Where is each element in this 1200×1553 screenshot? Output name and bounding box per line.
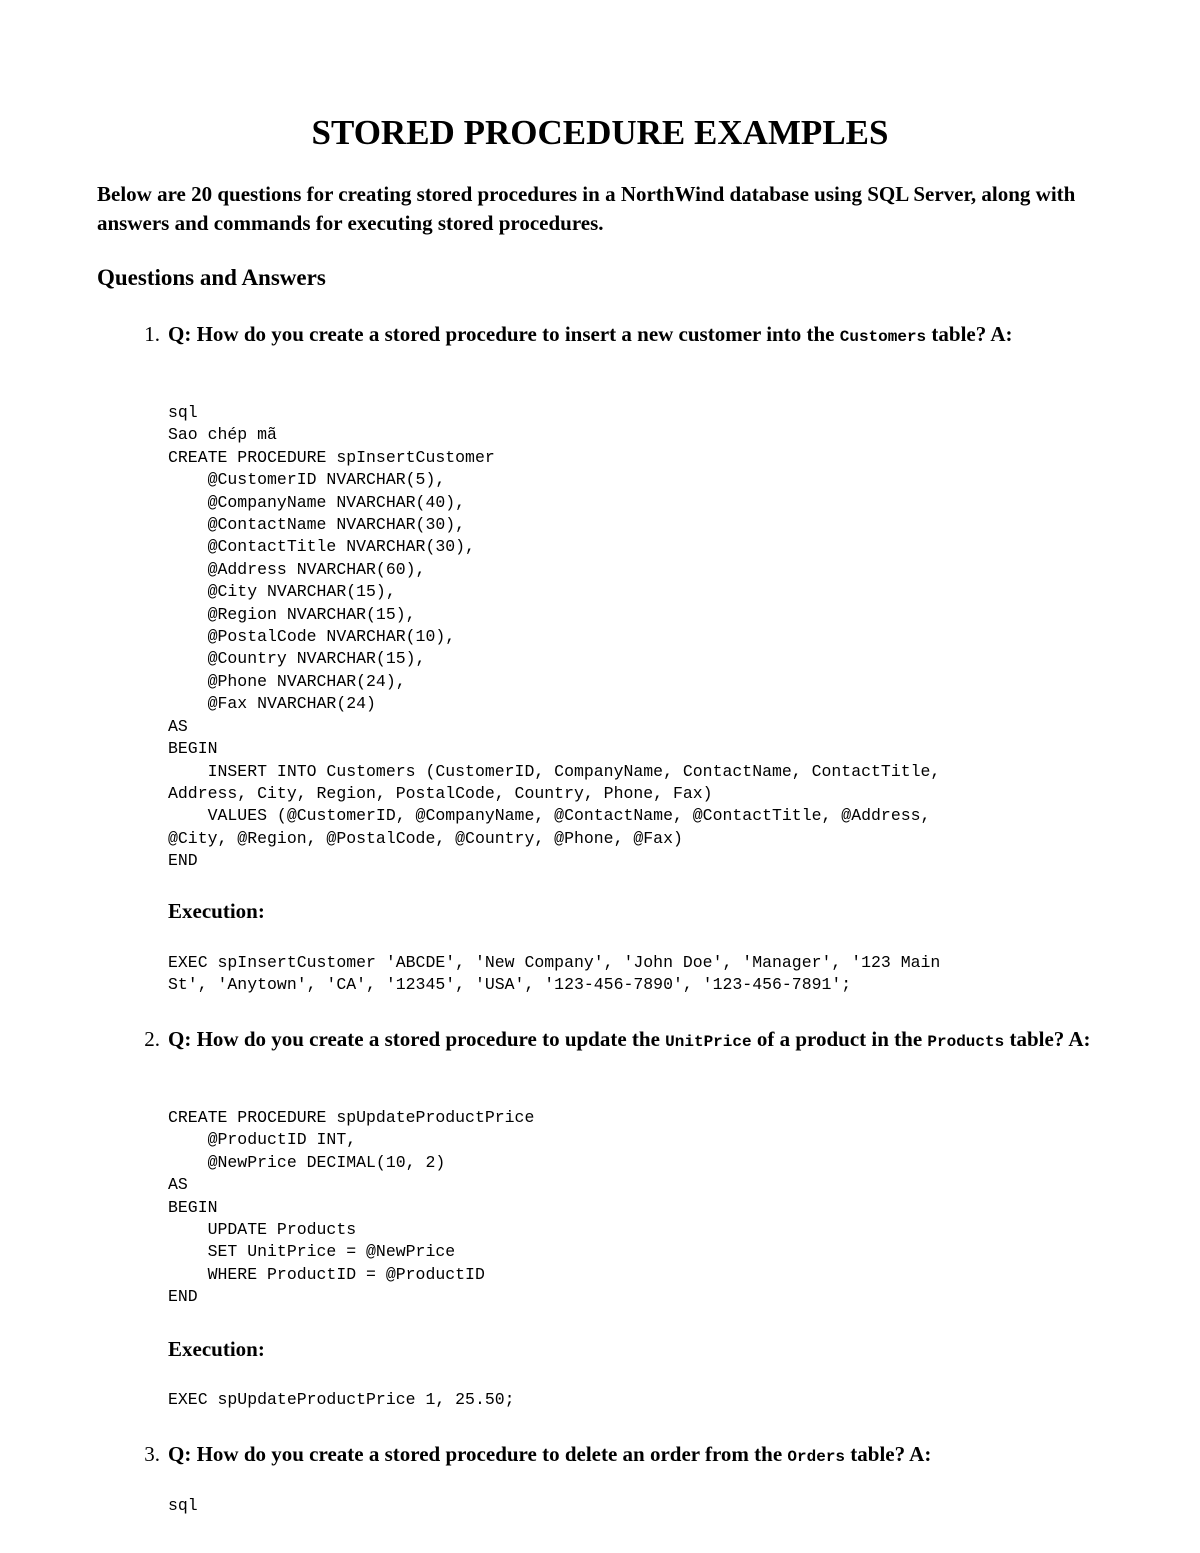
question-number: 3.: [144, 1442, 160, 1466]
question-text: [168, 320, 1118, 351]
inline-code: Products: [927, 1033, 1005, 1051]
question-number: 2.: [144, 1027, 160, 1051]
execution-code: EXEC spInsertCustomer 'ABCDE', 'New Company', 'John Doe', 'Manager', '123 Main St', 'Anytown', 'CA', '12345', 'USA', '123-456-7890', '123-456-7891';: [168, 953, 941, 995]
question-text-part: table? A:: [845, 1442, 932, 1466]
question-text-part: Q: How do you create a stored procedure to delete an order from the: [168, 1442, 788, 1466]
code-block: CREATE PROCEDURE spUpdateProductPrice @ProductID INT, @NewPrice DECIMAL(10, 2) AS BEGIN UPDATE Products SET UnitPrice = @NewPrice WHERE ProductID = @ProductID END: [168, 1108, 535, 1307]
question-text-part: table? A:: [1004, 1027, 1091, 1051]
code-block: sql Sao chép mã CREATE PROCEDURE spInsertCustomer @CustomerID NVARCHAR(5), @CompanyName NVARCHAR(40), @ContactName NVARCHAR(30), @ContactTitle NVARCHAR(30), @Address NVARCHAR(60), @City NVARCHAR(15), @Region NVARCHAR(15), @PostalCode NVARCHAR(10), @Country NVARCHAR(15), @Phone NVARCHAR(24), @Fax NVARCHAR(24) AS BEGIN INSERT INTO Customers (CustomerID, CompanyName, ContactName, ContactTitle, Address, City, Region, PostalCode, Country, Phone, Fax) VALUES (@CustomerID, @CompanyName, @ContactName, @ContactTitle, @Address, @City, @Region, @PostalCode, @Country, @Phone, @Fax) END: [168, 403, 941, 871]
section-heading: Questions and Answers: [97, 265, 326, 290]
question-text-part: Q: How do you create a stored procedure to insert a new customer into the: [168, 322, 840, 346]
question-text: [168, 1025, 1118, 1056]
question-text-part: table? A:: [926, 322, 1013, 346]
execution-label: Execution:: [168, 899, 265, 923]
question-text-part: of a product in the: [751, 1027, 928, 1051]
question-number: 1.: [144, 322, 160, 346]
document-title: STORED PROCEDURE EXAMPLES: [311, 113, 889, 152]
question-text-part: Q: How do you create a stored procedure to update the: [168, 1027, 666, 1051]
inline-code: UnitPrice: [665, 1033, 752, 1051]
question-text: [168, 1440, 1118, 1471]
inline-code: Orders: [787, 1448, 846, 1466]
execution-code: EXEC spUpdateProductPrice 1, 25.50;: [168, 1390, 515, 1409]
inline-code: Customers: [839, 328, 927, 346]
execution-label: Execution:: [168, 1337, 265, 1361]
code-block: sql: [168, 1496, 198, 1515]
intro-paragraph: Below are 20 questions for creating stored procedures in a NorthWind database using SQL Server, along with answers and commands for executing stored procedures.: [97, 182, 1076, 235]
